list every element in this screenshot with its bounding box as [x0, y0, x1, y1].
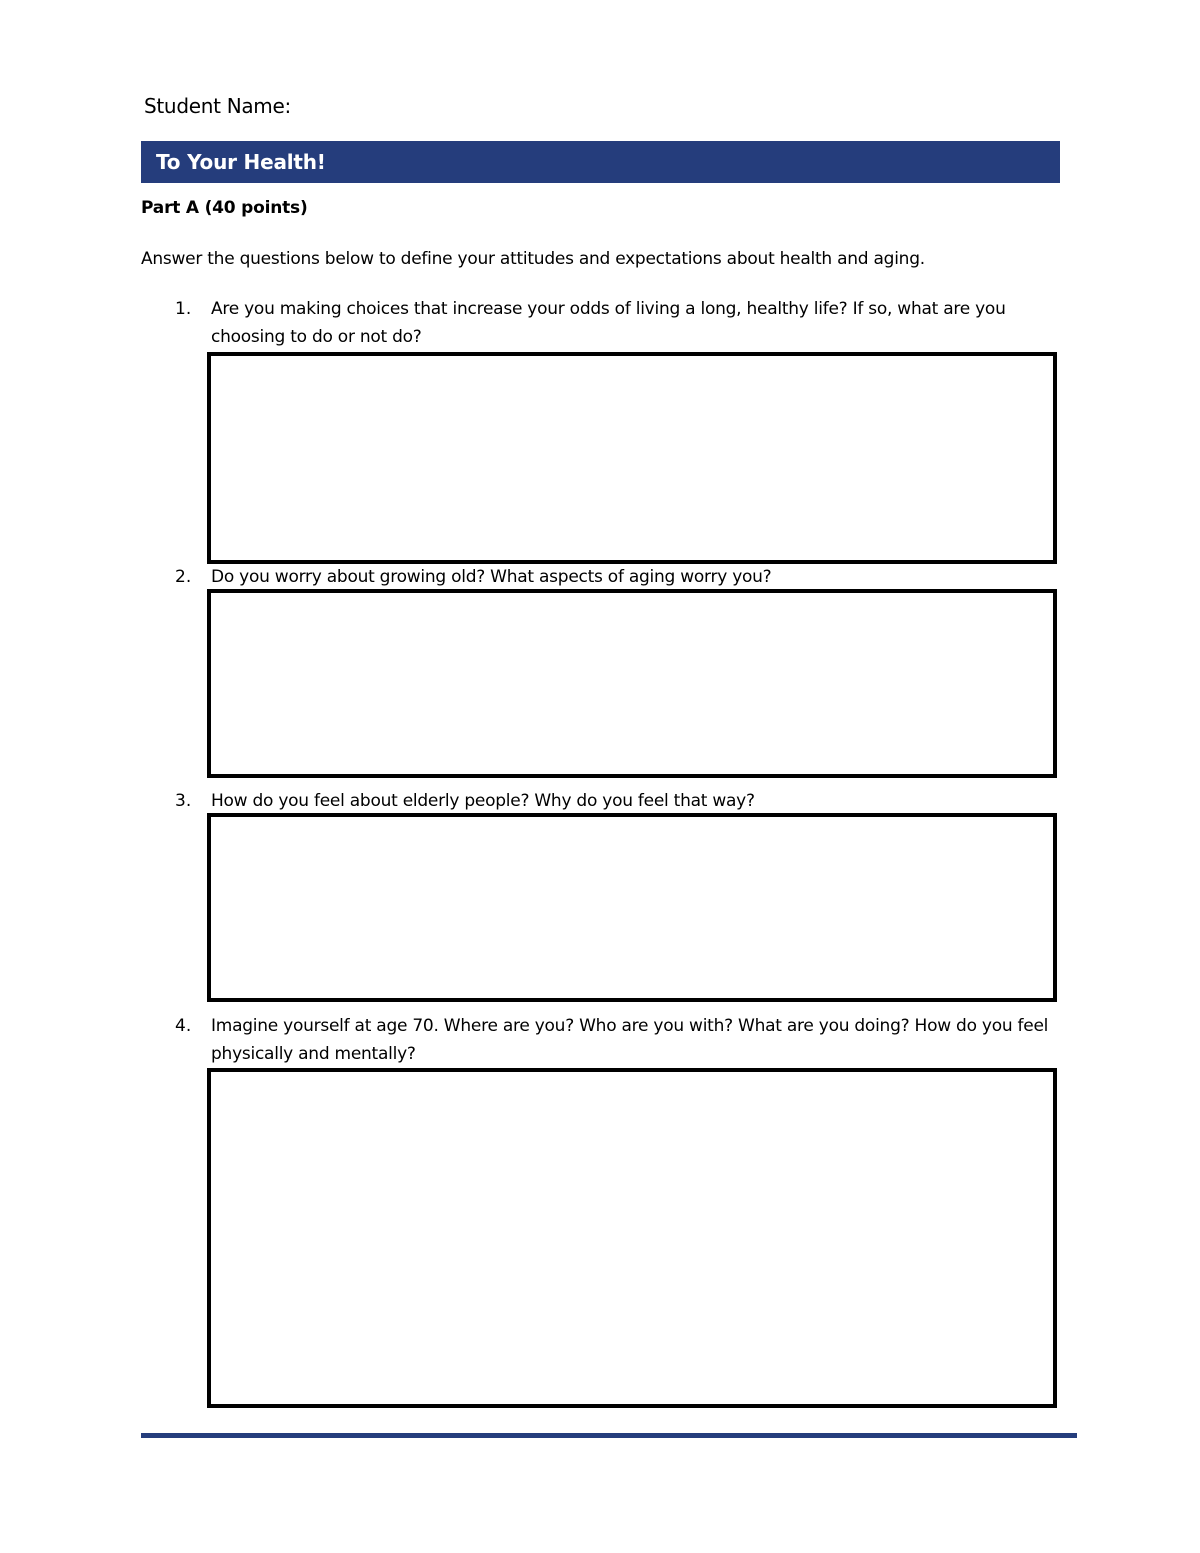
question-1-number: 1.: [175, 299, 192, 319]
question-3-number: 3.: [175, 791, 192, 811]
student-name-label: Student Name:: [144, 94, 291, 118]
question-4-number: 4.: [175, 1016, 192, 1036]
answer-box-1[interactable]: [207, 352, 1057, 564]
part-heading: Part A (40 points): [141, 198, 308, 218]
question-4-text: Imagine yourself at age 70. Where are you? Who are you with? What are you doing? How do you feel physically and mentally?: [211, 1016, 1049, 1064]
question-1-text: Are you making choices that increase your odds of living a long, healthy life? If so, what are you choosing to do or not do?: [211, 299, 1006, 347]
title-banner: [141, 141, 1060, 183]
answer-box-4[interactable]: [207, 1068, 1057, 1408]
page-title: To Your Health!: [156, 150, 326, 174]
answer-box-2[interactable]: [207, 589, 1057, 778]
answer-box-3[interactable]: [207, 813, 1057, 1002]
question-3-text: How do you feel about elderly people? Why do you feel that way?: [211, 791, 755, 811]
instructions-text: Answer the questions below to define your attitudes and expectations about health and aging.: [141, 249, 925, 269]
question-2-number: 2.: [175, 567, 192, 587]
question-2-text: Do you worry about growing old? What aspects of aging worry you?: [211, 567, 772, 587]
footer-rule: [141, 1433, 1077, 1438]
